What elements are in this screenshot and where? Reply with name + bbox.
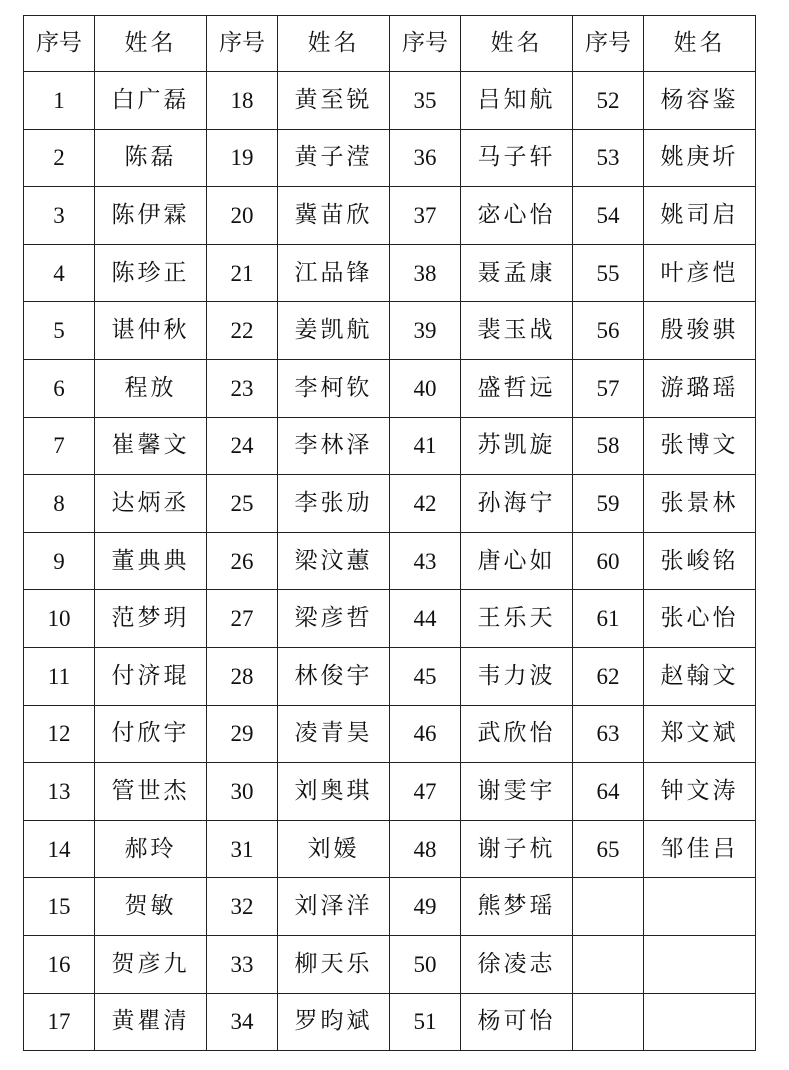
name-cell bbox=[644, 878, 756, 936]
number-cell: 61 bbox=[573, 590, 644, 648]
name-cell: 凌青昊 bbox=[278, 705, 390, 763]
number-cell: 57 bbox=[573, 359, 644, 417]
header-name: 姓名 bbox=[278, 16, 390, 72]
name-cell: 梁彦哲 bbox=[278, 590, 390, 648]
table-row bbox=[24, 590, 756, 648]
name-cell: 管世杰 bbox=[95, 763, 207, 821]
number-cell: 19 bbox=[207, 129, 278, 187]
name-cell: 赵翰文 bbox=[644, 647, 756, 705]
table-row bbox=[24, 993, 756, 1051]
name-cell: 邹佳吕 bbox=[644, 820, 756, 878]
number-cell: 3 bbox=[24, 187, 95, 245]
number-cell: 10 bbox=[24, 590, 95, 648]
name-cell: 苏凯旋 bbox=[461, 417, 573, 475]
number-cell: 27 bbox=[207, 590, 278, 648]
number-cell: 7 bbox=[24, 417, 95, 475]
table-row bbox=[24, 647, 756, 705]
name-cell: 张博文 bbox=[644, 417, 756, 475]
name-cell: 江品锋 bbox=[278, 244, 390, 302]
table-row bbox=[24, 705, 756, 763]
name-cell: 陈伊霖 bbox=[95, 187, 207, 245]
name-cell: 刘奥琪 bbox=[278, 763, 390, 821]
number-cell: 18 bbox=[207, 72, 278, 130]
name-cell: 马子轩 bbox=[461, 129, 573, 187]
number-cell: 44 bbox=[390, 590, 461, 648]
number-cell: 34 bbox=[207, 993, 278, 1051]
number-cell bbox=[573, 935, 644, 993]
name-cell: 聂孟康 bbox=[461, 244, 573, 302]
name-cell: 贺敏 bbox=[95, 878, 207, 936]
number-cell: 29 bbox=[207, 705, 278, 763]
name-cell: 李张劢 bbox=[278, 475, 390, 533]
number-cell: 13 bbox=[24, 763, 95, 821]
number-cell: 64 bbox=[573, 763, 644, 821]
name-cell: 吕知航 bbox=[461, 72, 573, 130]
number-cell: 22 bbox=[207, 302, 278, 360]
name-cell: 罗昀斌 bbox=[278, 993, 390, 1051]
number-cell bbox=[573, 878, 644, 936]
number-cell: 51 bbox=[390, 993, 461, 1051]
name-cell: 陈磊 bbox=[95, 129, 207, 187]
name-cell: 游璐瑶 bbox=[644, 359, 756, 417]
table-row bbox=[24, 302, 756, 360]
name-cell: 陈珍正 bbox=[95, 244, 207, 302]
table-row bbox=[24, 129, 756, 187]
name-cell: 熊梦瑶 bbox=[461, 878, 573, 936]
name-cell: 刘媛 bbox=[278, 820, 390, 878]
number-cell: 65 bbox=[573, 820, 644, 878]
header-name: 姓名 bbox=[95, 16, 207, 72]
number-cell: 41 bbox=[390, 417, 461, 475]
table-row bbox=[24, 532, 756, 590]
number-cell: 21 bbox=[207, 244, 278, 302]
name-cell: 叶彦恺 bbox=[644, 244, 756, 302]
number-cell: 54 bbox=[573, 187, 644, 245]
table-row bbox=[24, 935, 756, 993]
table-row bbox=[24, 417, 756, 475]
number-cell: 60 bbox=[573, 532, 644, 590]
table-row bbox=[24, 475, 756, 533]
name-cell: 姜凯航 bbox=[278, 302, 390, 360]
name-cell bbox=[644, 935, 756, 993]
number-cell: 11 bbox=[24, 647, 95, 705]
table-row bbox=[24, 763, 756, 821]
name-cell: 姚庚圻 bbox=[644, 129, 756, 187]
name-cell: 程放 bbox=[95, 359, 207, 417]
number-cell: 28 bbox=[207, 647, 278, 705]
name-cell: 盛哲远 bbox=[461, 359, 573, 417]
number-cell: 48 bbox=[390, 820, 461, 878]
number-cell: 16 bbox=[24, 935, 95, 993]
number-cell: 62 bbox=[573, 647, 644, 705]
number-cell: 49 bbox=[390, 878, 461, 936]
number-cell: 36 bbox=[390, 129, 461, 187]
header-name: 姓名 bbox=[461, 16, 573, 72]
number-cell: 45 bbox=[390, 647, 461, 705]
number-cell: 47 bbox=[390, 763, 461, 821]
number-cell: 39 bbox=[390, 302, 461, 360]
name-cell: 钟文涛 bbox=[644, 763, 756, 821]
name-cell: 徐凌志 bbox=[461, 935, 573, 993]
name-cell: 谌仲秋 bbox=[95, 302, 207, 360]
table-row bbox=[24, 72, 756, 130]
table-row bbox=[24, 878, 756, 936]
number-cell: 42 bbox=[390, 475, 461, 533]
number-cell: 37 bbox=[390, 187, 461, 245]
number-cell: 23 bbox=[207, 359, 278, 417]
number-cell: 50 bbox=[390, 935, 461, 993]
number-cell: 59 bbox=[573, 475, 644, 533]
name-cell: 谢雯宇 bbox=[461, 763, 573, 821]
name-cell: 梁汶蕙 bbox=[278, 532, 390, 590]
name-cell: 崔馨文 bbox=[95, 417, 207, 475]
roster-table bbox=[23, 15, 756, 1051]
number-cell: 43 bbox=[390, 532, 461, 590]
header-name: 姓名 bbox=[644, 16, 756, 72]
table-row bbox=[24, 244, 756, 302]
number-cell: 25 bbox=[207, 475, 278, 533]
name-cell: 谢子杭 bbox=[461, 820, 573, 878]
name-cell: 武欣怡 bbox=[461, 705, 573, 763]
name-cell: 宓心怡 bbox=[461, 187, 573, 245]
header-number: 序号 bbox=[207, 16, 278, 72]
number-cell: 26 bbox=[207, 532, 278, 590]
number-cell bbox=[573, 993, 644, 1051]
number-cell: 14 bbox=[24, 820, 95, 878]
name-cell bbox=[644, 993, 756, 1051]
name-cell: 韦力波 bbox=[461, 647, 573, 705]
name-cell: 唐心如 bbox=[461, 532, 573, 590]
name-cell: 黄至锐 bbox=[278, 72, 390, 130]
name-cell: 郑文斌 bbox=[644, 705, 756, 763]
name-cell: 孙海宁 bbox=[461, 475, 573, 533]
name-cell: 李柯钦 bbox=[278, 359, 390, 417]
name-cell: 杨可怡 bbox=[461, 993, 573, 1051]
number-cell: 32 bbox=[207, 878, 278, 936]
number-cell: 46 bbox=[390, 705, 461, 763]
number-cell: 58 bbox=[573, 417, 644, 475]
number-cell: 12 bbox=[24, 705, 95, 763]
number-cell: 17 bbox=[24, 993, 95, 1051]
name-cell: 王乐天 bbox=[461, 590, 573, 648]
number-cell: 2 bbox=[24, 129, 95, 187]
name-cell: 董典典 bbox=[95, 532, 207, 590]
name-cell: 付欣宇 bbox=[95, 705, 207, 763]
name-cell: 黄子滢 bbox=[278, 129, 390, 187]
number-cell: 20 bbox=[207, 187, 278, 245]
number-cell: 33 bbox=[207, 935, 278, 993]
number-cell: 9 bbox=[24, 532, 95, 590]
name-cell: 黄瞿清 bbox=[95, 993, 207, 1051]
number-cell: 55 bbox=[573, 244, 644, 302]
number-cell: 5 bbox=[24, 302, 95, 360]
table-row bbox=[24, 359, 756, 417]
number-cell: 30 bbox=[207, 763, 278, 821]
name-cell: 林俊宇 bbox=[278, 647, 390, 705]
name-cell: 达炳丞 bbox=[95, 475, 207, 533]
name-cell: 张景林 bbox=[644, 475, 756, 533]
header-number: 序号 bbox=[573, 16, 644, 72]
name-cell: 柳天乐 bbox=[278, 935, 390, 993]
number-cell: 40 bbox=[390, 359, 461, 417]
name-cell: 张心怡 bbox=[644, 590, 756, 648]
number-cell: 24 bbox=[207, 417, 278, 475]
number-cell: 8 bbox=[24, 475, 95, 533]
number-cell: 31 bbox=[207, 820, 278, 878]
name-cell: 冀苗欣 bbox=[278, 187, 390, 245]
header-number: 序号 bbox=[24, 16, 95, 72]
number-cell: 15 bbox=[24, 878, 95, 936]
name-cell: 张峻铭 bbox=[644, 532, 756, 590]
number-cell: 35 bbox=[390, 72, 461, 130]
name-cell: 姚司启 bbox=[644, 187, 756, 245]
name-cell: 贺彦九 bbox=[95, 935, 207, 993]
header-row bbox=[24, 16, 756, 72]
name-cell: 白广磊 bbox=[95, 72, 207, 130]
number-cell: 53 bbox=[573, 129, 644, 187]
name-cell: 李林泽 bbox=[278, 417, 390, 475]
number-cell: 6 bbox=[24, 359, 95, 417]
header-number: 序号 bbox=[390, 16, 461, 72]
number-cell: 63 bbox=[573, 705, 644, 763]
name-cell: 付济琨 bbox=[95, 647, 207, 705]
name-cell: 杨容鉴 bbox=[644, 72, 756, 130]
name-cell: 郝玲 bbox=[95, 820, 207, 878]
number-cell: 52 bbox=[573, 72, 644, 130]
number-cell: 4 bbox=[24, 244, 95, 302]
table-row bbox=[24, 820, 756, 878]
table-row bbox=[24, 187, 756, 245]
name-cell: 刘泽洋 bbox=[278, 878, 390, 936]
number-cell: 38 bbox=[390, 244, 461, 302]
name-cell: 裴玉战 bbox=[461, 302, 573, 360]
name-cell: 殷骏骐 bbox=[644, 302, 756, 360]
roster-body bbox=[24, 72, 756, 1051]
number-cell: 56 bbox=[573, 302, 644, 360]
number-cell: 1 bbox=[24, 72, 95, 130]
name-cell: 范梦玥 bbox=[95, 590, 207, 648]
